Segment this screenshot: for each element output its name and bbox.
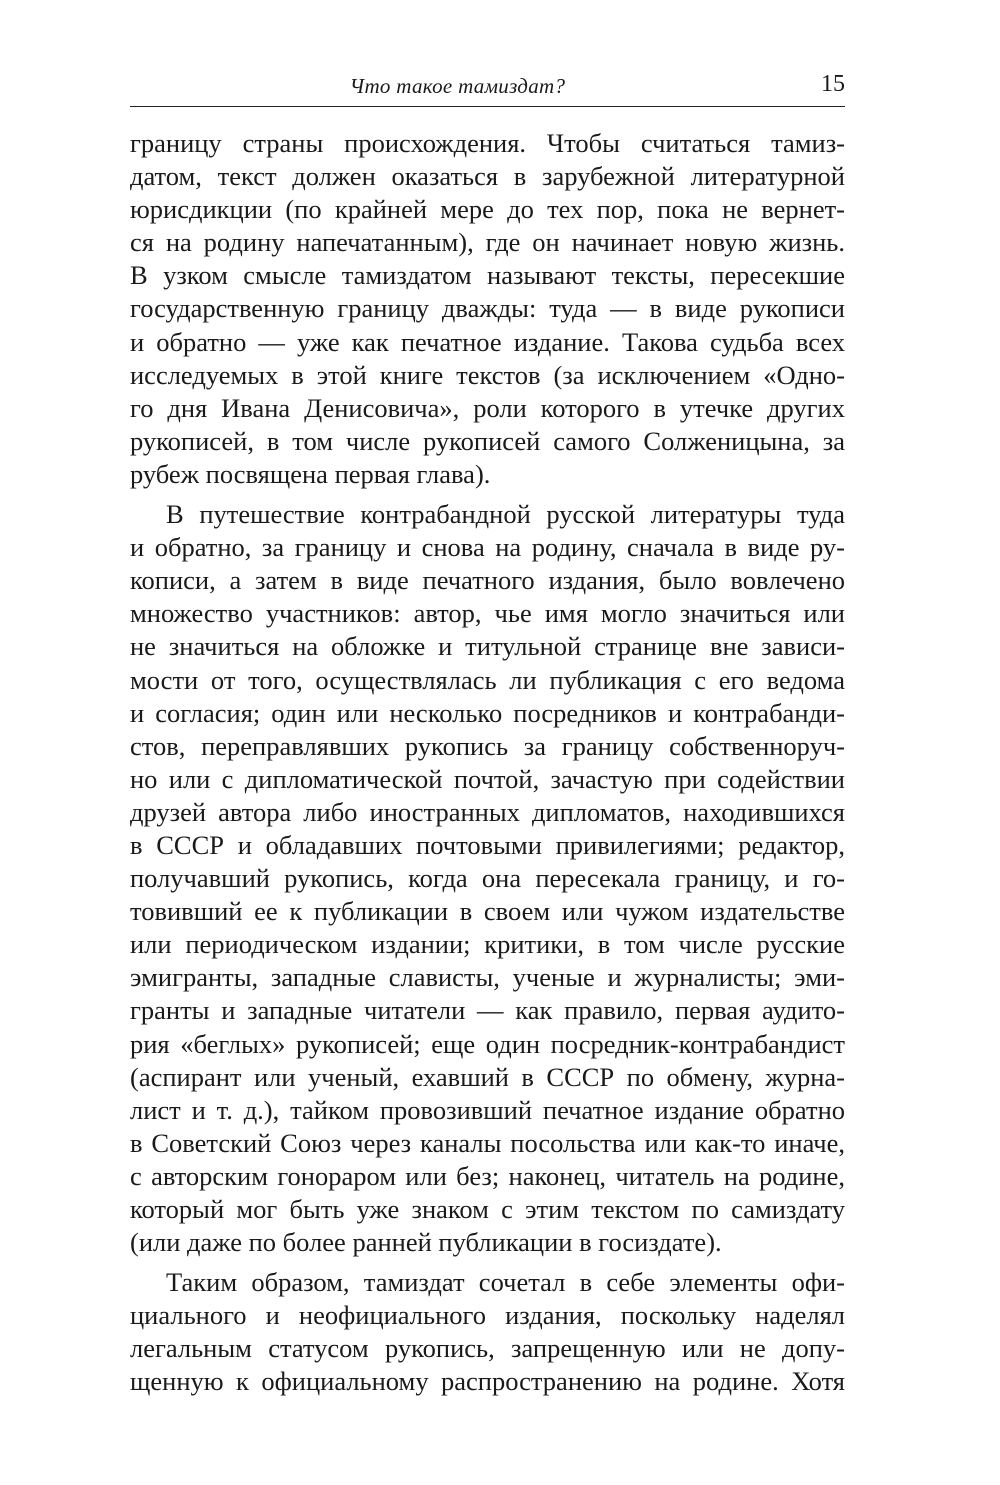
text-line: Таким образом, тамиздат сочетал в себе элементы офи- <box>166 1267 845 1298</box>
text-line: в СССР и обладавших почтовыми привилегиями; редактор, <box>130 829 845 860</box>
paragraph-gap <box>130 1259 845 1266</box>
text-line: го дня Ивана Денисовича», роли которого в утечке других <box>130 392 845 423</box>
text-line: датом, текст должен оказаться в зарубежной литературной <box>130 161 845 192</box>
text-line: границу страны происхождения. Чтобы считаться тамиз- <box>130 128 845 158</box>
text-line: циального и неофициального издания, поскольку наделял <box>130 1300 845 1331</box>
text-line: в Советский Союз через каналы посольства или как-то иначе, <box>130 1127 845 1158</box>
text-line: юрисдикции (по крайней мере до тех пор, пока не вернет- <box>130 194 845 225</box>
running-header <box>130 66 845 107</box>
text-line: и согласия; один или несколько посредников и контрабанди- <box>130 697 845 728</box>
text-line: (аспирант или ученый, ехавший в СССР по обмену, журна- <box>130 1061 845 1092</box>
text-line: лист и т. д.), тайком провозивший печатное издание обратно <box>130 1094 845 1125</box>
text-line: мости от того, осуществлялась ли публикация с его ведома <box>130 664 845 695</box>
text-line: и обратно, за границу и снова на родину, сначала в виде ру- <box>130 532 845 563</box>
text-line: ся на родину напечатанным), где он начинает новую жизнь. <box>130 227 845 258</box>
text-line: стов, переправлявших рукопись за границу собственноруч- <box>130 730 845 761</box>
text-line: товивший ее к публикации в своем или чужом издательстве <box>130 896 845 927</box>
text-line: В путешествие контрабандной русской литературы туда <box>166 499 845 530</box>
text-line: государственную границу дважды: туда — в виде рукописи <box>130 293 845 324</box>
text-line: В узком смысле тамиздатом называют тексты, пересекшие <box>130 260 845 291</box>
text-line: который мог быть уже знаком с этим текстом по самиздату <box>130 1194 845 1224</box>
text-line: (или даже по более ранней публикации в госиздате). <box>130 1227 722 1258</box>
text-line: исследуемых в этой книге текстов (за исключением «Одно- <box>130 359 845 390</box>
text-line: щенную к официальному распространению на родине. Хотя <box>130 1366 845 1397</box>
text-line: рукописей, в том числе рукописей самого Солженицына, за <box>130 425 845 456</box>
text-line: множество участников: автор, чье имя могло значиться или <box>130 598 845 629</box>
text-line: или периодическом издании; критики, в том числе русские <box>130 929 845 960</box>
text-line: кописи, а затем в виде печатного издания, было вовлечено <box>130 565 845 596</box>
paragraph <box>130 127 845 491</box>
paragraph-gap <box>130 491 845 498</box>
text-line: друзей автора либо иностранных дипломатов, находившихся <box>130 796 845 827</box>
text-line: рубеж посвящена первая глава). <box>130 458 491 489</box>
text-line: легальным статусом рукопись, запрещенную или не допу- <box>130 1333 845 1364</box>
running-title: Что такое тамиздат? <box>349 74 566 98</box>
page-number: 15 <box>821 71 845 97</box>
text-line: с авторским гонораром или без; наконец, читатель на родине, <box>130 1160 845 1191</box>
body-text <box>130 127 845 1399</box>
text-line: не значиться на обложке и титульной странице вне зависи- <box>130 631 845 662</box>
text-line: гранты и западные читатели — как правило, первая аудито- <box>130 995 845 1026</box>
paragraph <box>130 1266 845 1398</box>
text-line: но или с дипломатической почтой, зачастую при содействии <box>130 763 845 794</box>
text-line: и обратно — уже как печатное издание. Такова судьба всех <box>130 326 845 357</box>
text-line: рия «беглых» рукописей; еще один посредник-контрабандист <box>130 1028 845 1059</box>
text-line: эмигранты, западные слависты, ученые и журналисты; эми- <box>130 962 845 993</box>
paragraph <box>130 498 845 1259</box>
text-line: получавший рукопись, когда она пересекала границу, и го- <box>130 863 845 894</box>
